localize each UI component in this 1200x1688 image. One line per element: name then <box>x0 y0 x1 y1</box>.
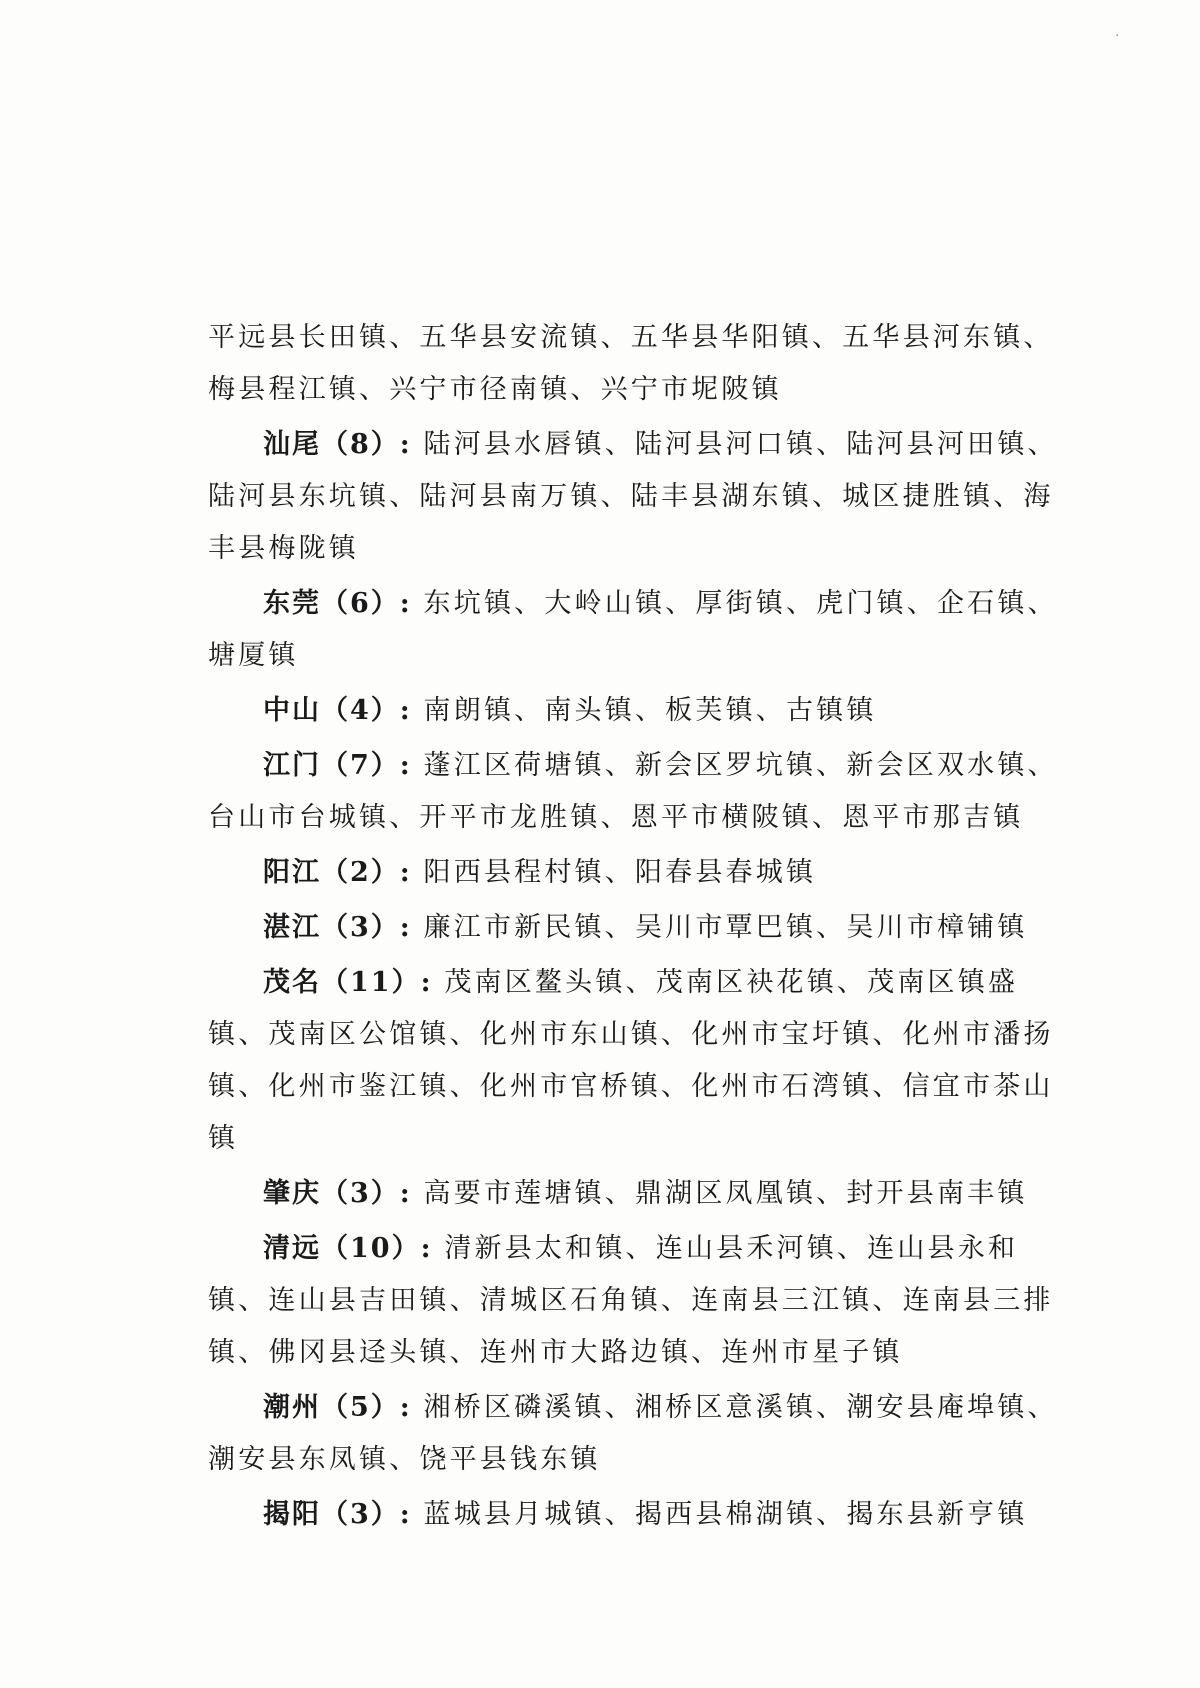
paragraph-text: 茂南区鳌头镇、茂南区袂花镇、茂南区镇盛镇、茂南区公馆镇、化州市东山镇、化州市宝圩镇、化州市潘扬镇、化州市鉴江镇、化州市官桥镇、化州市石湾镇、信宜市茶山镇 <box>208 967 1054 1154</box>
region-label: 阳江（2）: <box>263 857 412 888</box>
paragraph-chaozhou <box>208 1382 1058 1486</box>
paragraph-jiangmen <box>208 740 1058 844</box>
paragraph-zhanjiang <box>208 902 1058 954</box>
paragraph-text: 南朗镇、南头镇、板芙镇、古镇镇 <box>411 695 877 726</box>
paragraph-text: 东坑镇、大岭山镇、厚街镇、虎门镇、企石镇、塘厦镇 <box>208 588 1058 671</box>
paragraph-maoming <box>208 957 1058 1165</box>
paragraph-text: 阳西县程村镇、阳春县春城镇 <box>411 857 817 888</box>
paragraph-text: 高要市莲塘镇、鼎湖区凤凰镇、封开县南丰镇 <box>411 1178 1028 1209</box>
paragraph-text: 蓬江区荷塘镇、新会区罗坑镇、新会区双水镇、台山市台城镇、开平市龙胜镇、恩平市横陂镇、恩平市那吉镇 <box>208 750 1058 833</box>
region-label: 清远（10）: <box>263 1233 433 1264</box>
paragraph-dongguan <box>208 578 1058 682</box>
scan-speck: · <box>1115 28 1120 44</box>
region-label: 揭阳（3）: <box>263 1499 412 1530</box>
region-label: 潮州（5）: <box>263 1392 412 1423</box>
region-label: 江门（7）: <box>263 750 412 781</box>
region-label: 湛江（3）: <box>263 912 412 943</box>
paragraph-zhaoqing <box>208 1168 1058 1220</box>
region-label: 中山（4）: <box>263 695 412 726</box>
paragraph-text: 陆河县水唇镇、陆河县河口镇、陆河县河田镇、陆河县东坑镇、陆河县南万镇、陆丰县湖东镇、城区捷胜镇、海丰县梅陇镇 <box>208 429 1058 564</box>
paragraph-shanwei <box>208 419 1058 575</box>
paragraph-jieyang <box>208 1489 1058 1541</box>
region-label: 东莞（6）: <box>263 588 412 619</box>
paragraph-text: 清新县太和镇、连山县禾河镇、连山县永和镇、连山县吉田镇、清城区石角镇、连南县三江镇、连南县三排镇、佛冈县迳头镇、连州市大路边镇、连州市星子镇 <box>208 1233 1054 1368</box>
paragraph-qingyuan <box>208 1223 1058 1379</box>
region-label: 汕尾（8）: <box>263 429 412 460</box>
paragraph-zhongshan <box>208 685 1058 737</box>
paragraph-text: 蓝城县月城镇、揭西县棉湖镇、揭东县新亨镇 <box>411 1499 1028 1530</box>
paragraph-text: 廉江市新民镇、吴川市覃巴镇、吴川市樟铺镇 <box>411 912 1028 943</box>
paragraph-text: 平远县长田镇、五华县安流镇、五华县华阳镇、五华县河东镇、梅县程江镇、兴宁市径南镇、兴宁市坭陂镇 <box>208 322 1054 405</box>
paragraph-meizhou-cont <box>208 312 1058 416</box>
region-label: 肇庆（3）: <box>263 1178 412 1209</box>
paragraph-yangjiang <box>208 847 1058 899</box>
document-body <box>208 312 1058 1544</box>
paragraph-text: 湘桥区磷溪镇、湘桥区意溪镇、潮安县庵埠镇、潮安县东凤镇、饶平县钱东镇 <box>208 1392 1058 1475</box>
region-label: 茂名（11）: <box>263 967 433 998</box>
